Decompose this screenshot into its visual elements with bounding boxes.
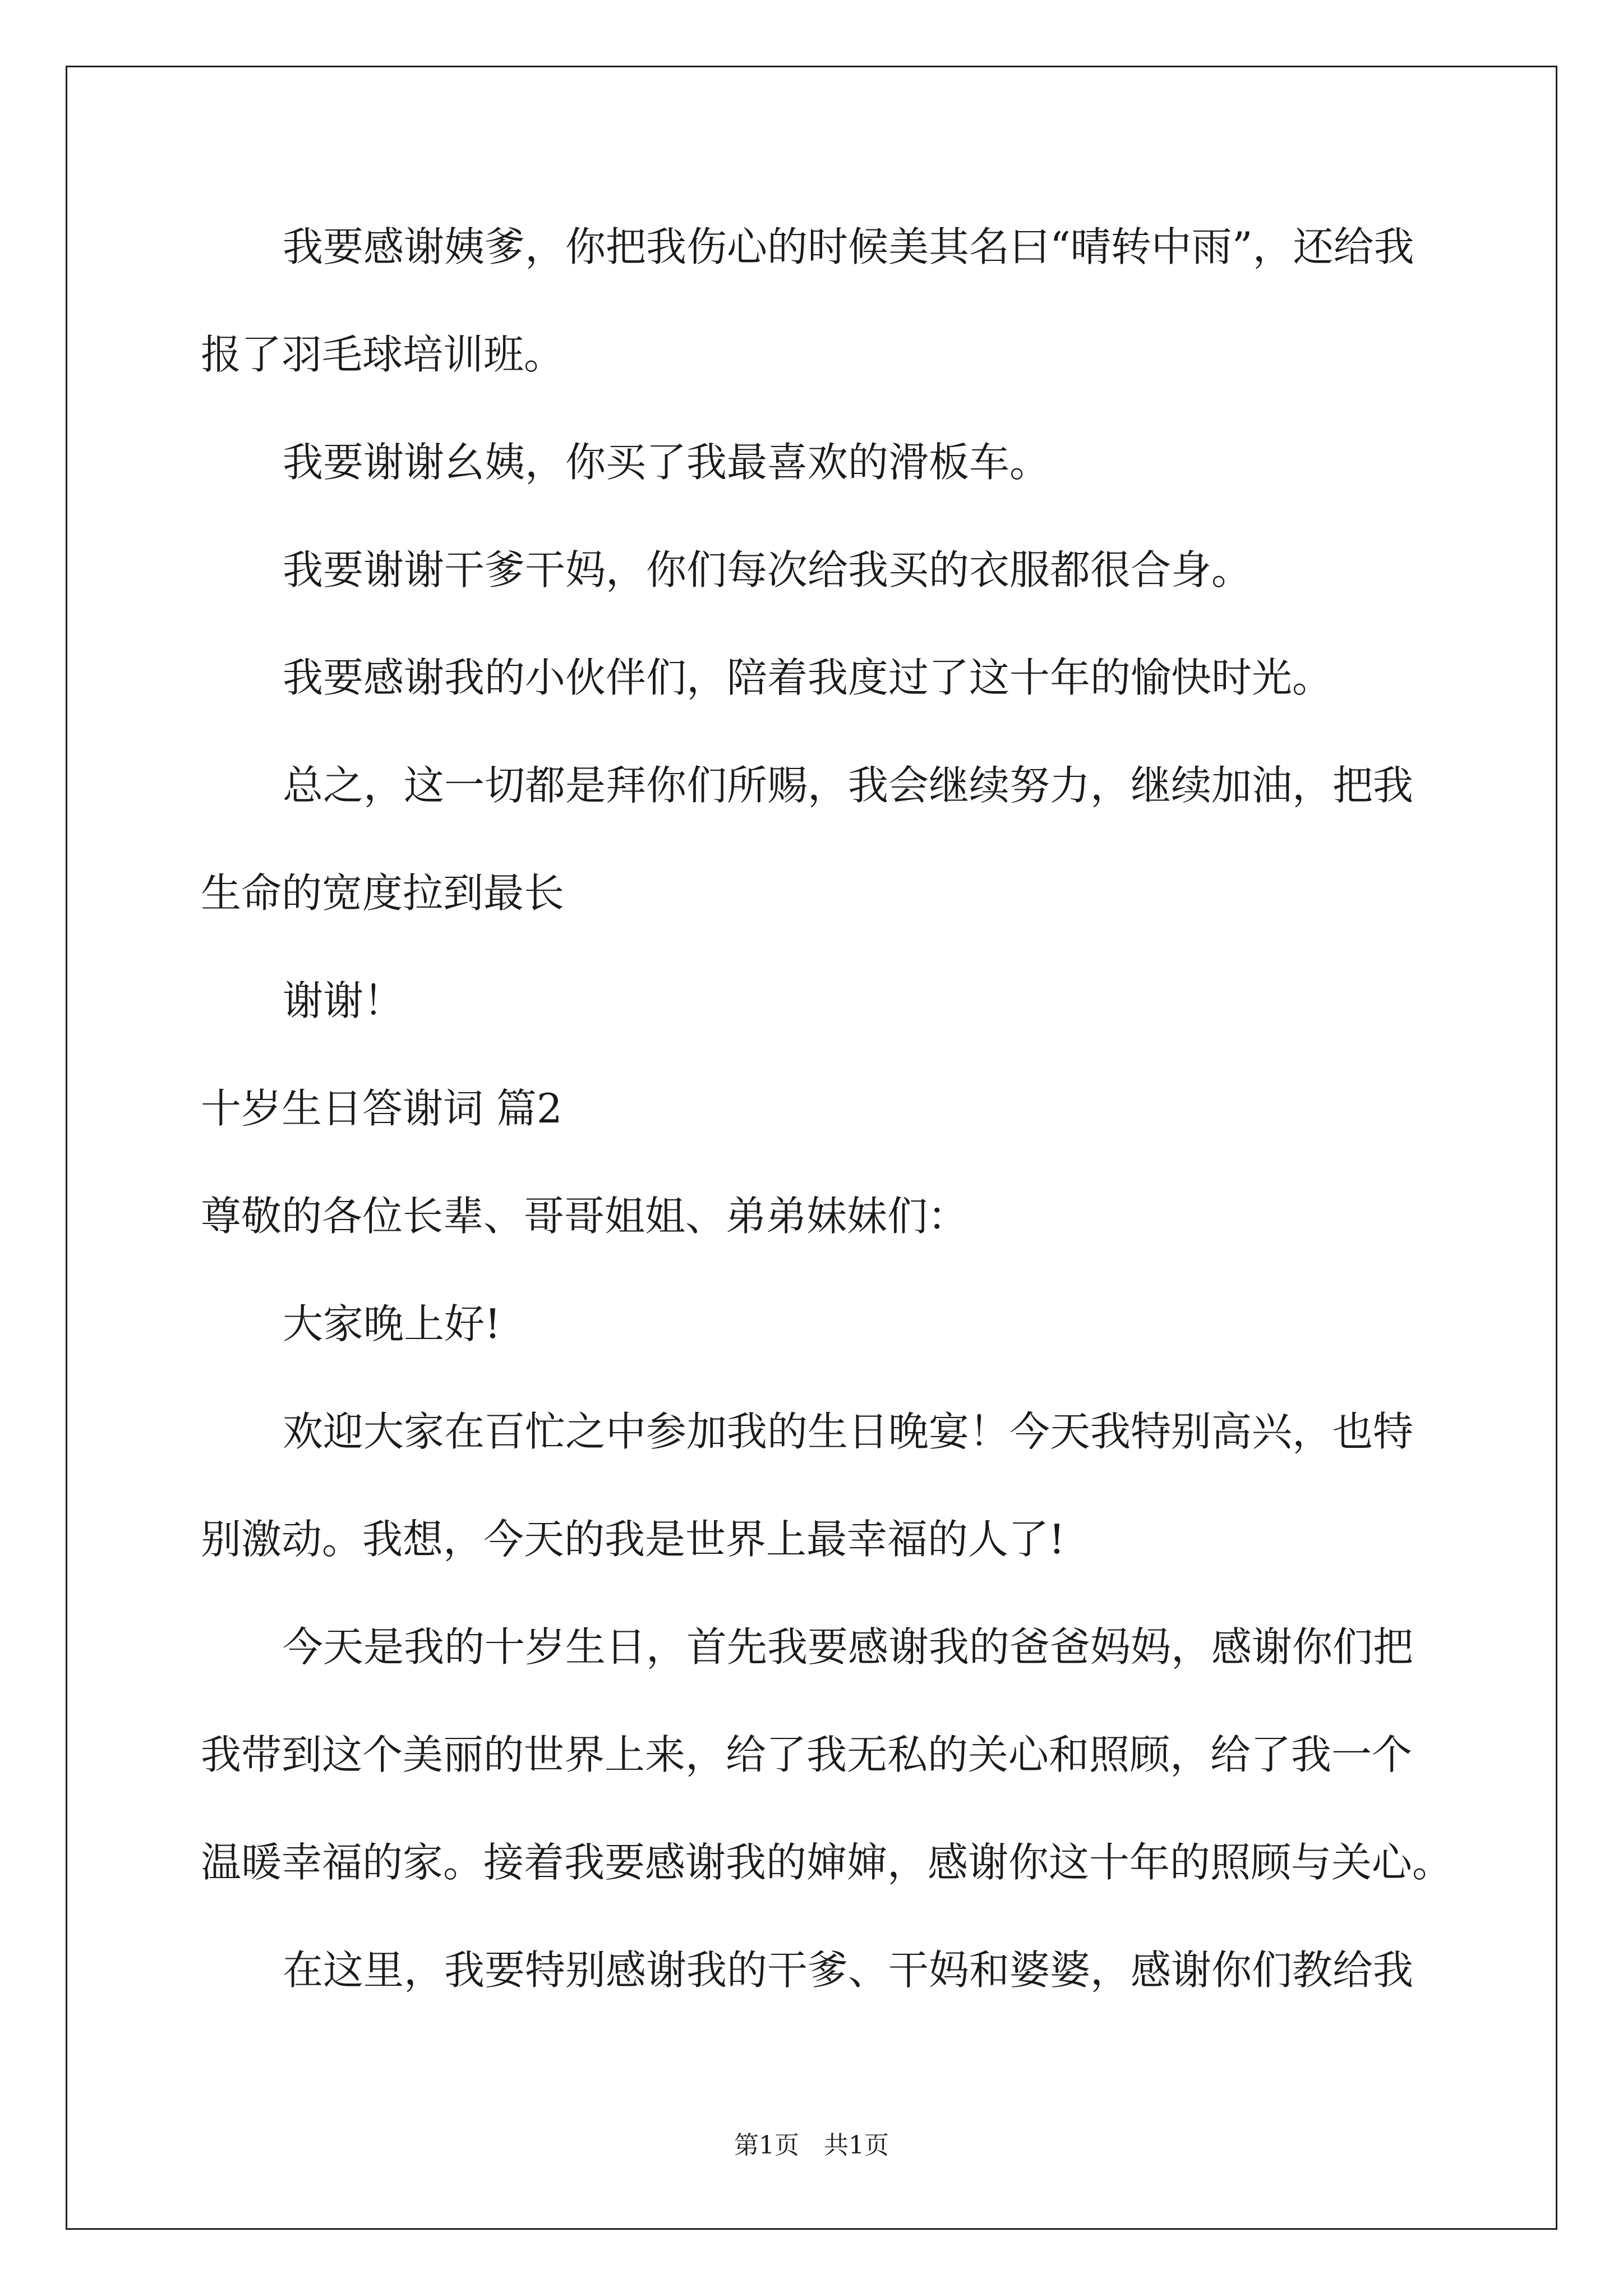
page-number-footer: 第1页 共1页	[734, 2131, 889, 2160]
paragraph-line: 大家晚上好!	[283, 1300, 501, 1347]
paragraph-line: 温暖幸福的家。接着我要感谢我的婶婶，感谢你这十年的照顾与关心。	[201, 1839, 1453, 1886]
page-border	[66, 66, 1557, 2230]
paragraph-line: 别激动。我想，今天的我是世界上最幸福的人了!	[201, 1516, 1065, 1563]
paragraph-line: 今天是我的十岁生日，首先我要感谢我的爸爸妈妈，感谢你们把	[283, 1623, 1414, 1671]
paragraph-line: 欢迎大家在百忙之中参加我的生日晚宴！今天我特别高兴，也特	[283, 1408, 1414, 1455]
section-heading: 十岁生日答谢词 篇2	[201, 1085, 562, 1132]
paragraph-line: 在这里，我要特别感谢我的干爹、干妈和婆婆，感谢你们教给我	[283, 1947, 1414, 1994]
salutation: 尊敬的各位长辈、哥哥姐姐、弟弟妹妹们：	[201, 1193, 969, 1240]
paragraph-line: 我要感谢姨爹，你把我伤心的时候美其名曰“晴转中雨”，还给我	[283, 223, 1414, 270]
paragraph-line: 生命的宽度拉到最长	[201, 869, 565, 917]
paragraph-line: 谢谢！	[283, 977, 404, 1024]
paragraph-line: 我要谢谢干爹干妈，你们每次给我买的衣服都很合身。	[283, 546, 1252, 593]
paragraph-line: 报了羽毛球培训班。	[201, 331, 565, 378]
paragraph-line: 我带到这个美丽的世界上来，给了我无私的关心和照顾，给了我一个	[201, 1731, 1413, 1778]
paragraph-line: 总之，这一切都是拜你们所赐，我会继续努力，继续加油，把我	[283, 762, 1414, 809]
paragraph-line: 我要谢谢幺姨，你买了我最喜欢的滑板车。	[283, 439, 1050, 486]
paragraph-line: 我要感谢我的小伙伴们，陪着我度过了这十年的愉快时光。	[283, 654, 1333, 701]
